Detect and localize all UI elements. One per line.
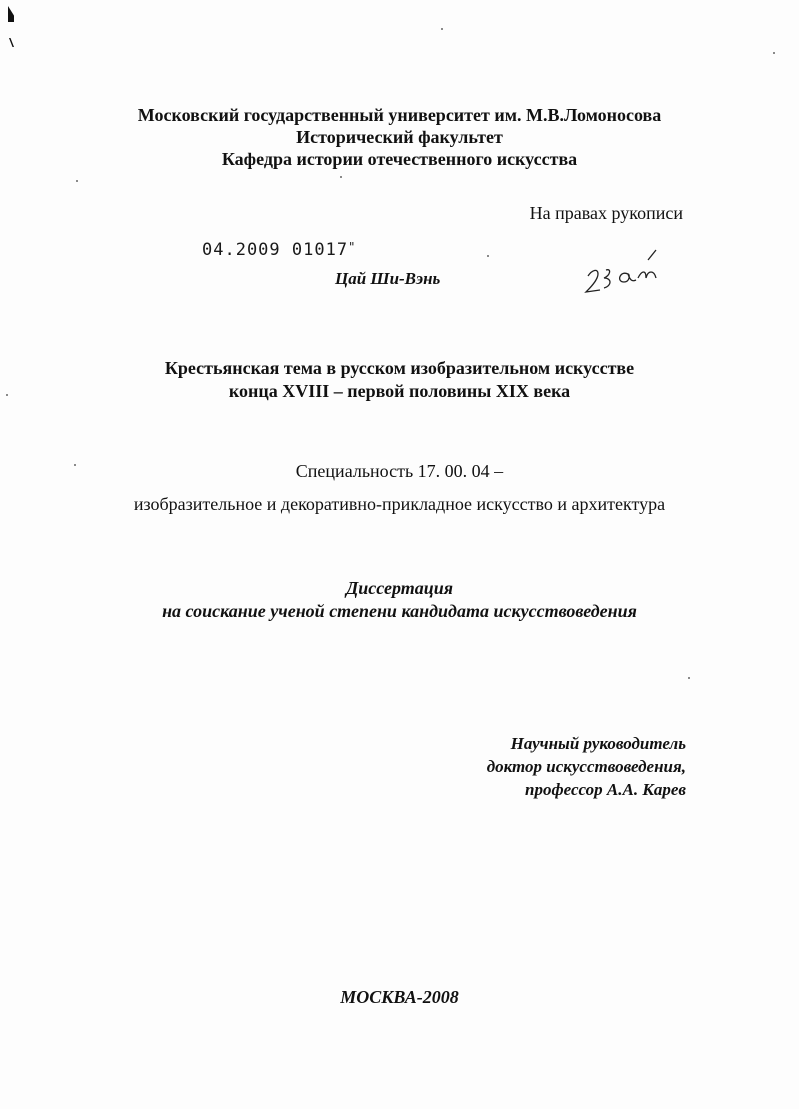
- thesis-title-line-2: конца XVIII – первой половины XIX века: [228, 381, 571, 401]
- specialty-name: изобразительное и декоративно-прикладное искусство и архитектура: [133, 494, 666, 514]
- scan-mark-top-left: [8, 6, 14, 22]
- scan-dot: [340, 176, 342, 178]
- author-name: Цай Ши-Вэнь: [335, 269, 441, 288]
- scan-dot: [76, 180, 78, 182]
- supervisor-degree: доктор искусствоведения,: [486, 757, 686, 776]
- supervisor-role: Научный руководитель: [510, 734, 686, 753]
- city-year: МОСКВА-2008: [340, 987, 459, 1007]
- dissertation-label: Диссертация: [345, 578, 454, 598]
- scan-dot: [773, 52, 775, 54]
- university-name: Московский государственный университет им. М.В.Ломоносова: [137, 105, 662, 125]
- faculty-name: Исторический факультет: [296, 127, 503, 147]
- specialty-code: Специальность 17. 00. 04 –: [295, 461, 504, 481]
- registration-quote-mark: ": [348, 240, 357, 254]
- registration-code-text: 04.2009 01017: [202, 240, 349, 260]
- department-name: Кафедра истории отечественного искусства: [221, 149, 578, 169]
- registration-code: [202, 240, 356, 260]
- scan-mark-top-left-2: [9, 38, 14, 47]
- scan-dot: [441, 28, 443, 30]
- handwritten-signature: [584, 240, 674, 300]
- supervisor-name: профессор А.А. Карев: [525, 780, 686, 799]
- scan-dot: [688, 677, 690, 679]
- dissertation-degree: на соискание ученой степени кандидата искусствоведения: [162, 601, 637, 621]
- scan-dot: [487, 255, 489, 257]
- manuscript-note: На правах рукописи: [529, 203, 683, 223]
- thesis-title-line-1: Крестьянская тема в русском изобразительном искусстве: [164, 358, 635, 378]
